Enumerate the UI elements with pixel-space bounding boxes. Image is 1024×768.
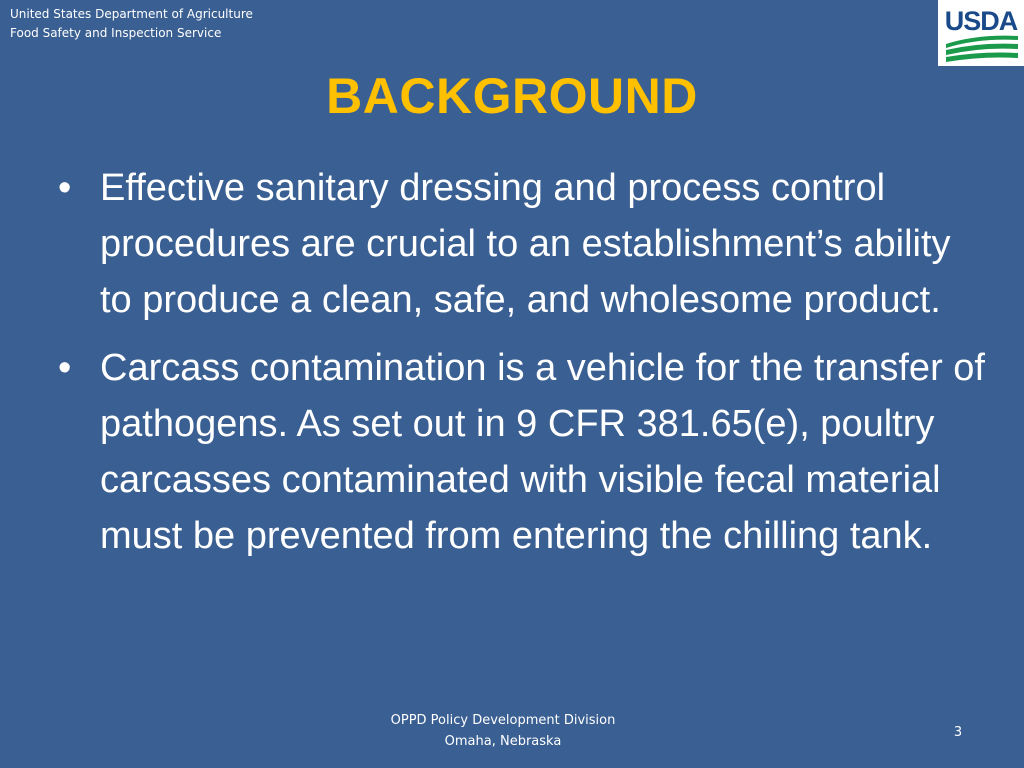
usda-logo-text: USDA (944, 6, 1018, 36)
bullet-marker: • (58, 167, 72, 209)
agency-service: Food Safety and Inspection Service (10, 26, 222, 40)
page-number: 3 (953, 725, 963, 740)
footer (0, 710, 1006, 752)
bullet-marker: • (58, 347, 72, 389)
footer-location: Omaha, Nebraska (444, 734, 562, 749)
agency-header (10, 5, 253, 43)
usda-logo (938, 0, 1024, 66)
bullet-text: Carcass contamination is a vehicle for the transfer of pathogens. As set out in 9 CFR 381.65(e), poultry carcasses contaminated with visible fecal material must be prevented from entering the chilling tank. (100, 347, 985, 557)
bullet-item (58, 160, 988, 328)
agency-name: United States Department of Agriculture (10, 7, 253, 21)
footer-division: OPPD Policy Development Division (390, 713, 616, 728)
slide-title: BACKGROUND (326, 68, 698, 124)
bullet-text: Effective sanitary dressing and process control procedures are crucial to an establishment’s ability to produce a clean, safe, and wholesome product. (100, 167, 951, 321)
bullet-list (58, 160, 988, 576)
bullet-item (58, 340, 988, 564)
usda-logo-icon (938, 0, 1024, 66)
